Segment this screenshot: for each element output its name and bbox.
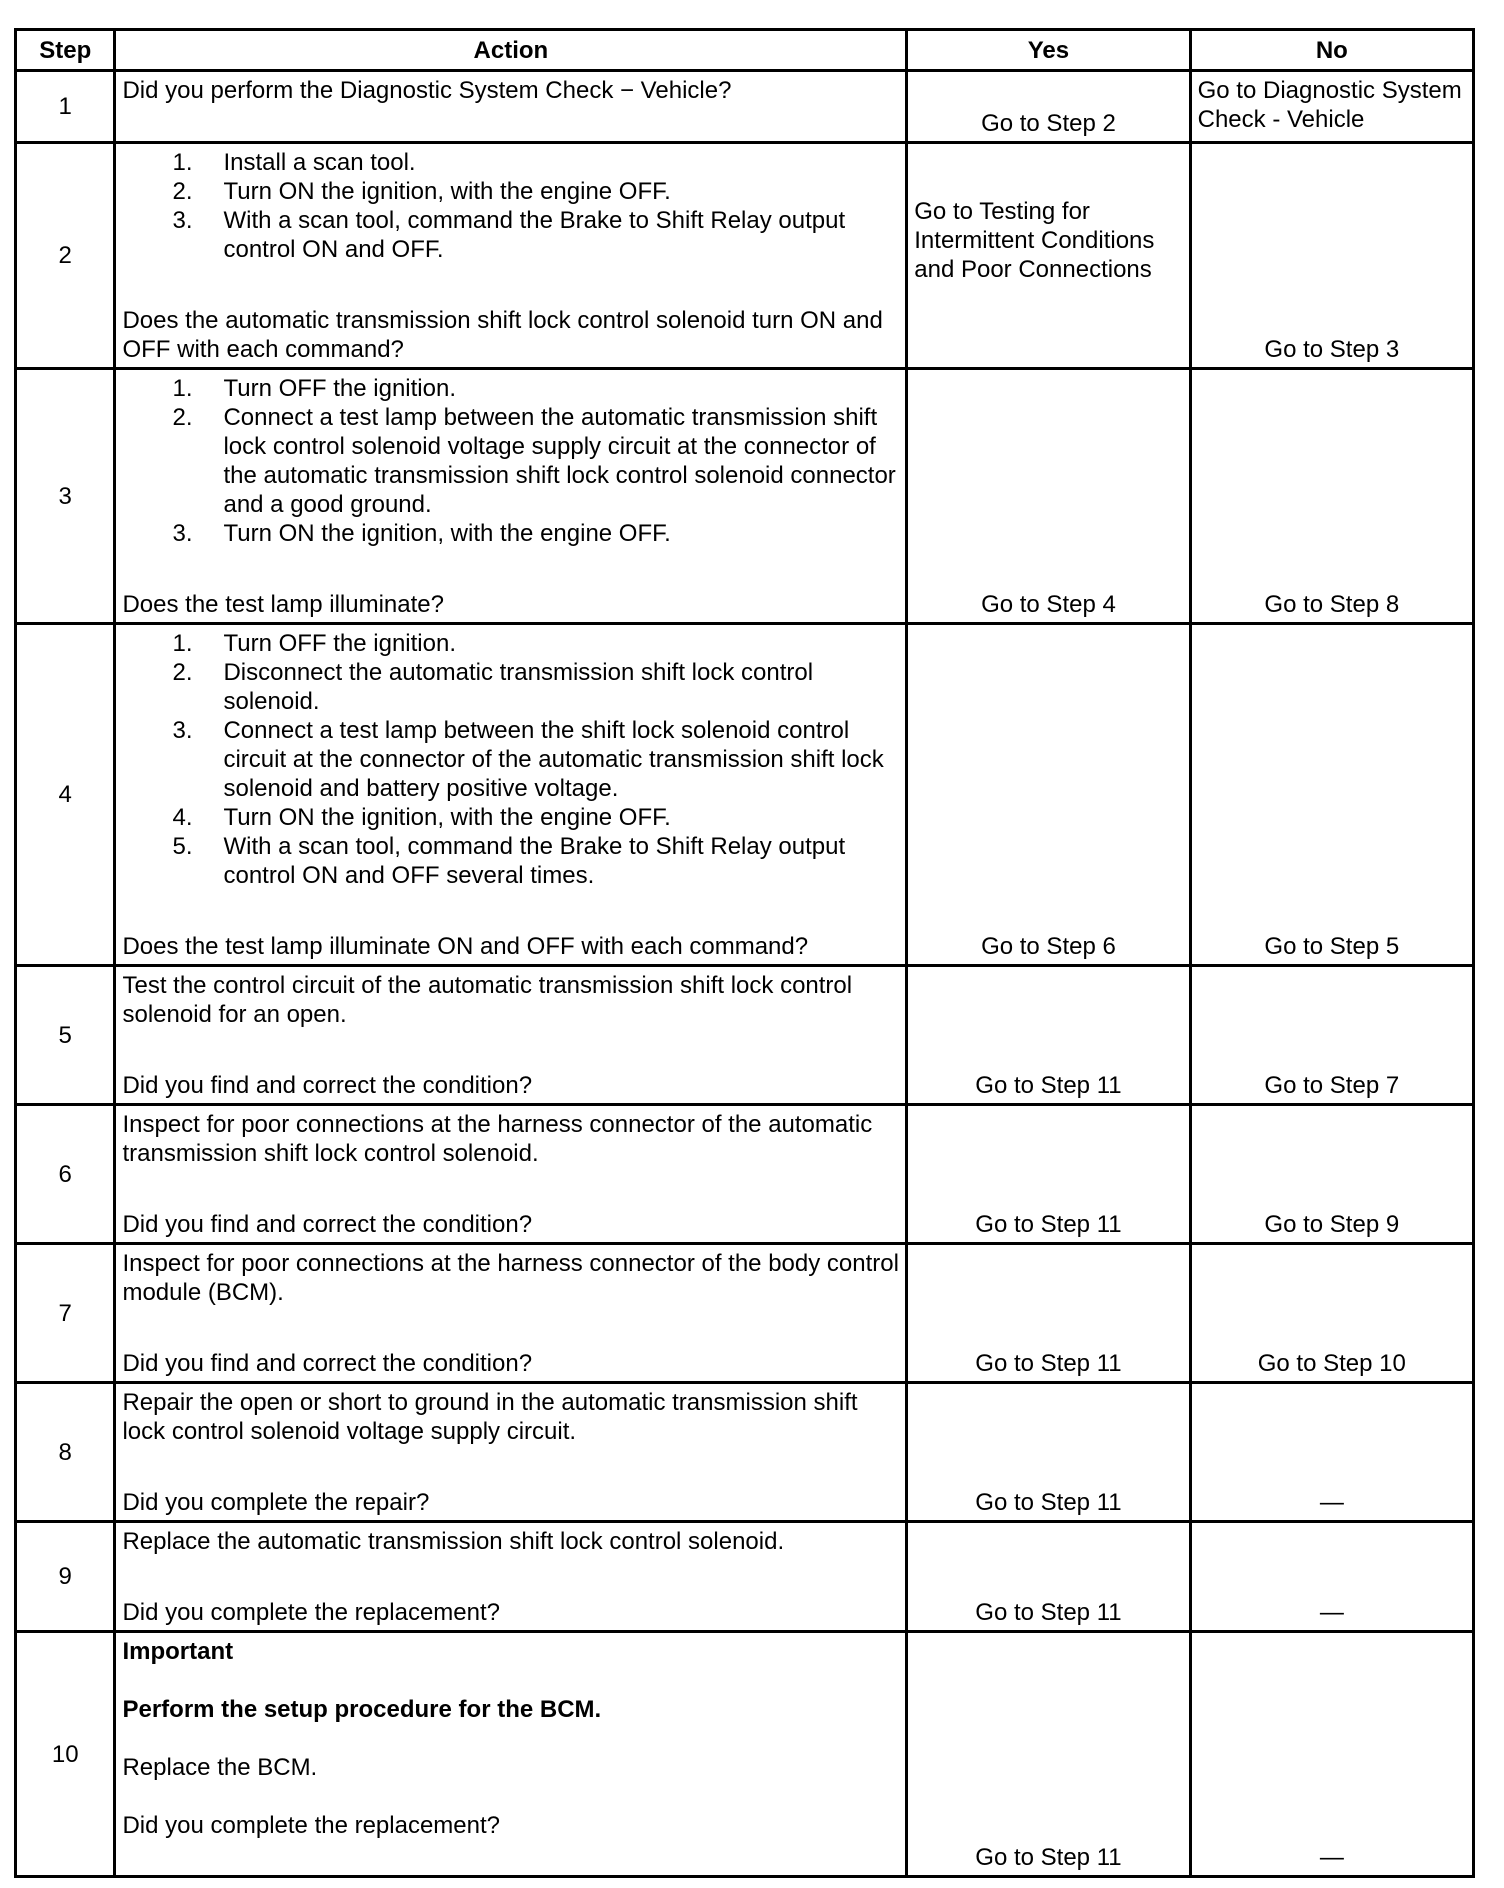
- table-row-step-5: [16, 966, 1474, 1105]
- action-question: Did you find and correct the condition?: [122, 1350, 533, 1377]
- list-item: 3. Turn ON the ignition, with the engine OFF.: [172, 520, 671, 547]
- yes-cell: Go to Step 2: [907, 71, 1190, 143]
- table-row-step-10: [16, 1632, 1474, 1877]
- action-cell: [115, 369, 907, 624]
- step-number: 2: [16, 143, 115, 369]
- action-steps: [122, 148, 899, 264]
- step-number: 8: [16, 1383, 115, 1522]
- list-item: 3. Connect a test lamp between the shift lock solenoid control circuit at the connector of the automatic transmission shift lock solenoid and battery positive voltage.: [172, 717, 884, 802]
- action-question: Did you complete the repair?: [122, 1489, 430, 1516]
- action-text: Did you perform the Diagnostic System Check − Vehicle?: [122, 77, 732, 104]
- step-number: 9: [16, 1522, 115, 1632]
- list-item: 2. Connect a test lamp between the automatic transmission shift lock control solenoid voltage supply circuit at the connector of the automatic transmission shift lock control solenoid connector and a good ground.: [172, 404, 896, 518]
- table-row-step-8: [16, 1383, 1474, 1522]
- header-yes: Yes: [907, 30, 1190, 71]
- no-cell: Go to Step 5: [1190, 624, 1473, 966]
- table-row-step-3: [16, 369, 1474, 624]
- table-row-step-6: [16, 1105, 1474, 1244]
- yes-cell: Go to Step 11: [907, 966, 1190, 1105]
- action-cell: [115, 1383, 907, 1522]
- list-item: 1. Install a scan tool.: [172, 149, 416, 176]
- table-row-step-4: [16, 624, 1474, 966]
- step-number: 3: [16, 369, 115, 624]
- list-item: 2. Disconnect the automatic transmission shift lock control solenoid.: [172, 659, 814, 715]
- yes-cell: Go to Step 11: [907, 1244, 1190, 1383]
- header-row: [16, 30, 1474, 71]
- step-number: 4: [16, 624, 115, 966]
- list-item: 1. Turn OFF the ignition.: [172, 375, 457, 402]
- step-number: 7: [16, 1244, 115, 1383]
- action-cell: [115, 966, 907, 1105]
- action-question: Does the test lamp illuminate ON and OFF with each command?: [122, 933, 809, 960]
- list-item: 1. Turn OFF the ignition.: [172, 630, 457, 657]
- action-question: Did you complete the replacement?: [122, 1599, 501, 1626]
- table-row-step-2: [16, 143, 1474, 369]
- action-cell: [115, 1522, 907, 1632]
- action-steps: [122, 629, 899, 890]
- table-row-step-9: [16, 1522, 1474, 1632]
- yes-cell: Go to Step 11: [907, 1383, 1190, 1522]
- action-cell: [115, 1632, 907, 1877]
- action-question: Did you find and correct the condition?: [122, 1211, 533, 1238]
- no-cell: Go to Step 8: [1190, 369, 1473, 624]
- action-cell: [115, 1105, 907, 1244]
- table-row-step-7: [16, 1244, 1474, 1383]
- header-step: Step: [16, 30, 115, 71]
- list-item: 5. With a scan tool, command the Brake to Shift Relay output control ON and OFF several times.: [172, 833, 846, 889]
- action-text: Repair the open or short to ground in the automatic transmission shift lock control solenoid voltage supply circuit.: [122, 1389, 858, 1445]
- no-cell: Go to Step 9: [1190, 1105, 1473, 1244]
- action-steps: [122, 374, 899, 548]
- step-number: 1: [16, 71, 115, 143]
- important-note: Perform the setup procedure for the BCM.: [122, 1696, 602, 1723]
- table-row-step-1: [16, 71, 1474, 143]
- action-text: Inspect for poor connections at the harness connector of the body control module (BCM).: [122, 1250, 899, 1306]
- yes-cell: Go to Step 4: [907, 369, 1190, 624]
- action-cell: [115, 624, 907, 966]
- no-cell: Go to Step 3: [1190, 143, 1473, 369]
- step-number: 10: [16, 1632, 115, 1877]
- yes-cell: Go to Testing for Intermittent Conditions and Poor Connections: [907, 143, 1190, 369]
- no-cell: —: [1190, 1522, 1473, 1632]
- step-number: 6: [16, 1105, 115, 1244]
- action-cell: [115, 1244, 907, 1383]
- no-cell: Go to Step 10: [1190, 1244, 1473, 1383]
- header-action: Action: [115, 30, 907, 71]
- no-cell: —: [1190, 1632, 1473, 1877]
- step-number: 5: [16, 966, 115, 1105]
- action-text: Replace the automatic transmission shift lock control solenoid.: [122, 1528, 785, 1555]
- action-question: Does the test lamp illuminate?: [122, 591, 444, 618]
- header-no: No: [1190, 30, 1473, 71]
- yes-cell: Go to Step 11: [907, 1632, 1190, 1877]
- action-text: Replace the BCM.: [122, 1754, 318, 1781]
- diagnostic-table: [14, 28, 1475, 1878]
- yes-cell: Go to Step 11: [907, 1522, 1190, 1632]
- action-text: Test the control circuit of the automatic transmission shift lock control solenoid for an open.: [122, 972, 853, 1028]
- yes-cell: Go to Step 6: [907, 624, 1190, 966]
- no-cell: Go to Diagnostic System Check - Vehicle: [1190, 71, 1473, 143]
- list-item: 3. With a scan tool, command the Brake to Shift Relay output control ON and OFF.: [172, 207, 846, 263]
- action-question: Did you complete the replacement?: [122, 1812, 501, 1839]
- no-cell: —: [1190, 1383, 1473, 1522]
- action-question: Did you find and correct the condition?: [122, 1072, 533, 1099]
- action-cell: [115, 143, 907, 369]
- important-label: Important: [122, 1638, 234, 1665]
- list-item: 2. Turn ON the ignition, with the engine OFF.: [172, 178, 671, 205]
- action-text: Inspect for poor connections at the harness connector of the automatic transmission shift lock control solenoid.: [122, 1111, 873, 1167]
- action-question: Does the automatic transmission shift lock control solenoid turn ON and OFF with each command?: [122, 307, 883, 363]
- action-cell: [115, 71, 907, 143]
- yes-cell: Go to Step 11: [907, 1105, 1190, 1244]
- list-item: 4. Turn ON the ignition, with the engine OFF.: [172, 804, 671, 831]
- no-cell: Go to Step 7: [1190, 966, 1473, 1105]
